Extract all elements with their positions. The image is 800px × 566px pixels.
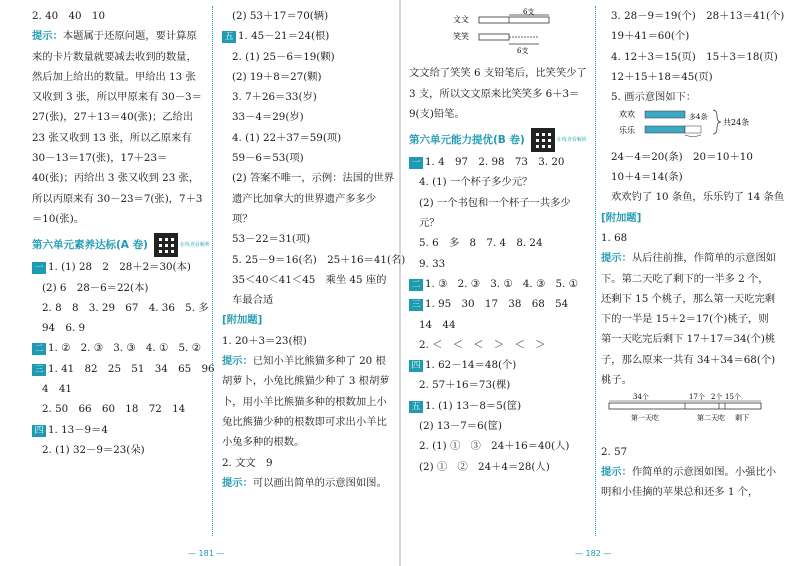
unit-heading xyxy=(32,233,210,257)
hint-paragraph xyxy=(601,248,777,390)
peach-diagram xyxy=(601,390,777,434)
section-number-badge: 二 xyxy=(409,279,423,291)
unit-heading xyxy=(409,128,589,152)
diagram-label-2: 2个 xyxy=(711,393,723,402)
answer-line: 2. (1) 32－9＝23(朵) xyxy=(42,443,145,456)
pencil-diagram xyxy=(409,6,589,56)
unit-title: 第六单元素养达标(A 卷) xyxy=(32,239,148,252)
diagram-caption-day1: 第一天吃 xyxy=(631,414,659,423)
answer-line: 2. 40 40 10 xyxy=(32,10,105,22)
unit-title: 第六单元能力提优(B 卷) xyxy=(409,134,525,147)
answer-line: (2) 答案不唯一，示例：法国的世界遗产比加拿大的世界遗产多多少项？ xyxy=(232,172,395,225)
answer-line xyxy=(222,26,394,46)
answer-line xyxy=(409,355,589,375)
answer-text: 1. 95 30 17 38 68 54 xyxy=(425,298,569,311)
lele-extra-bar xyxy=(685,126,701,133)
answer-text: 1. 41 82 25 51 34 65 96 xyxy=(48,362,215,375)
answer-line: 5. 25－9＝16(名) 25＋16＝41(名) xyxy=(232,253,406,266)
answer-line: 35＜40＜41＜45 乘坐 45 座的车最合适 xyxy=(232,273,387,307)
answer-line: 53－22＝31(项) xyxy=(232,233,311,246)
lele-bar xyxy=(645,126,685,133)
hint-paragraph xyxy=(222,473,394,493)
answer-line: 10＋4＝14(条) xyxy=(611,171,683,184)
answer-line: (2) 19＋8＝27(颗) xyxy=(232,70,322,83)
section-number-badge: 五 xyxy=(409,401,423,413)
answer-line: 14 44 xyxy=(419,318,456,331)
answer-line: 4. (1) 一个杯子多少元？ xyxy=(419,176,533,189)
answer-text: 1. 62－14＝48(个) xyxy=(425,359,517,372)
section-number-badge: 一 xyxy=(32,262,46,274)
left-column-1 xyxy=(32,6,215,460)
answer-text: 1. 45－21＝24(根) xyxy=(238,30,330,43)
huanhuan-bar xyxy=(645,111,685,118)
answer-line xyxy=(409,396,589,416)
answer-line: 4. 12＋3＝15(页) 15＋3＝18(页) xyxy=(611,50,778,63)
hint-paragraph xyxy=(222,351,394,452)
qr-caption: 在线查看解析 xyxy=(179,242,210,249)
answer-line: 3. 28－9＝19(个) 28＋13＝41(个) xyxy=(611,10,785,22)
answer-line: (2) 13－7＝6(筐) xyxy=(419,420,502,433)
section-number-badge: 三 xyxy=(409,299,423,311)
answer-line: 1. 68 xyxy=(601,231,628,244)
answer-line xyxy=(409,152,589,172)
qr-code-icon xyxy=(531,128,555,152)
answer-line: 2. 50 66 60 18 72 14 xyxy=(42,403,186,416)
answer-line: 2. 57 xyxy=(601,445,628,458)
hint-label: 提示： xyxy=(222,355,253,368)
answer-line: 19＋41＝60(个) xyxy=(611,30,690,43)
answer-line: 2. 文文 9 xyxy=(222,456,273,469)
section-number-badge: 五 xyxy=(222,31,236,43)
diagram-caption-day2: 第二天吃 xyxy=(697,414,725,423)
page-number: — 182 — xyxy=(575,549,612,558)
answer-line: 1. 20＋3＝23(根) xyxy=(222,334,307,347)
diagram-label-total-24: 共24条 xyxy=(723,118,750,128)
answer-text: 1. 4 97 2. 98 73 3. 20 xyxy=(425,156,565,169)
fish-diagram xyxy=(601,107,777,139)
hint-paragraph xyxy=(601,462,777,503)
diagram-label-more-4: 多4条 xyxy=(689,113,708,122)
hint-label: 提示： xyxy=(601,252,632,265)
section-number-badge: 四 xyxy=(32,425,46,437)
answer-line xyxy=(32,257,204,277)
diagram-label-wenwen: 文文 xyxy=(453,15,469,24)
answer-line: 2. (1) 25－6＝19(颗) xyxy=(232,50,335,63)
answer-line xyxy=(32,359,215,379)
qr-code-icon xyxy=(154,233,178,257)
diagram-label-bottom-6: 6支 xyxy=(517,47,529,55)
answer-line: 2. (1) ① ③ 24＋16＝40(人) xyxy=(419,440,570,453)
answer-text: 1. ② 2. ③ 3. ③ 4. ① 5. ② xyxy=(48,342,201,355)
answer-line: 5. 画示意图如下： xyxy=(611,91,697,104)
answer-line: 59－6＝53(项) xyxy=(232,152,304,165)
hint-label: 提示： xyxy=(601,465,632,478)
hint-text: 作简单的示意图如图。小强比小明和小佳摘的苹果总和还多 1 个， xyxy=(601,465,777,499)
answer-text: 1. 13－9＝4 xyxy=(48,423,108,436)
right-column-2 xyxy=(601,6,785,503)
answer-line xyxy=(32,338,204,358)
diagram-caption-left: 剩下 xyxy=(735,414,749,423)
hint-text: 从后往前推，作简单的示意图如下。第二天吃了剩下的一半多 2 个，还剩下 15 个桃子，那么第一天吃完剩下的一半是 15＋2＝17(个)桃子，则第一天吃完后剩下 17＋17＝34(个)桃子，那么原来一共有 34＋34＝68(个)桃子。 xyxy=(601,252,777,387)
explanation-paragraph: 文文给了笑笑 6 支铅笔后，比笑笑少了 3 支，所以文文原来比笑笑多 6＋3＝9(支)铅笔。 xyxy=(409,67,587,120)
diagram-label-huanhuan: 欢欢 xyxy=(619,110,635,120)
answer-line xyxy=(32,420,204,440)
qr-caption: 在线查看解析 xyxy=(556,137,587,144)
section-number-badge: 二 xyxy=(32,343,46,355)
answer-line: 33－4＝29(岁) xyxy=(232,111,304,124)
column-divider xyxy=(212,6,213,536)
diagram-label-lele: 乐乐 xyxy=(619,126,635,136)
answer-line: 2. 57＋16＝73(棵) xyxy=(419,379,511,392)
answer-line: (2) ① ② 24＋4＝28(人) xyxy=(419,460,550,473)
hint-paragraph xyxy=(32,26,204,229)
section-number-badge: 一 xyxy=(409,157,423,169)
right-column-1 xyxy=(409,6,589,477)
hint-text: 已知小羊比熊猫多种了 20 根胡萝卜，小兔比熊猫少种了 3 根胡萝卜，用小羊比熊猫多种的根数加上小兔比熊猫少种的根数即可求出小羊比小兔多种的根数。 xyxy=(222,355,390,449)
answer-line: (2) 一个书包和一个杯子一共多少元？ xyxy=(419,196,571,230)
answer-line: 3. 7＋26＝33(岁) xyxy=(232,91,317,104)
answer-line: 2. 8 8 3. 29 67 4. 36 5. 多 xyxy=(42,301,209,314)
answer-line: 9. 33 xyxy=(419,257,446,270)
section-number-badge: 四 xyxy=(409,360,423,372)
answer-text: 1. (1) 13－8＝5(筐) xyxy=(425,399,522,412)
extra-questions-title: [附加题] xyxy=(601,211,642,224)
diagram-label-15: 15个 xyxy=(725,393,741,402)
wenwen-bar xyxy=(479,17,549,23)
answer-text: 1. (1) 28 2 28＋2＝30(本) xyxy=(48,261,191,274)
answer-line: 4. (1) 22＋37＝59(项) xyxy=(232,131,342,144)
answer-line: (2) 53＋17＝70(辆) xyxy=(232,10,329,22)
answer-line: (2) 6 28－6＝22(本) xyxy=(42,281,149,294)
section-number-badge: 三 xyxy=(32,364,46,376)
answer-line: 12＋15＋18＝45(页) xyxy=(611,70,713,83)
hint-text: 本题属于还原问题，要计算原来的卡片数量就要减去收到的数量，然后加上给出的数量。甲给出 13 张又收到 3 张，所以甲原来有 30－3＝27(张)，27＋13＝40(张)；乙给出 23 张又收到 13 张，所以乙原来有 30－13＝17(张)，17＋23＝40(张)；丙给出 3 张又收到 23 张，所以丙原来有 30－23＝7(张)，7＋3＝10(张)。 xyxy=(32,30,203,225)
left-column-2 xyxy=(222,6,406,493)
right-page xyxy=(401,0,800,566)
answer-text: 1. ③ 2. ③ 3. ① 4. ③ 5. ① xyxy=(425,277,578,290)
page-number: — 181 — xyxy=(188,549,225,558)
diagram-label-17: 17个 xyxy=(689,393,705,402)
diagram-label-top-6: 6支 xyxy=(523,8,535,16)
xiaoxiao-bar xyxy=(479,34,509,40)
hint-label: 提示： xyxy=(222,476,253,489)
answer-line: 5. 6 多 8 7. 4 8. 24 xyxy=(419,237,543,250)
column-divider xyxy=(595,6,596,536)
answer-line: 24－4＝20(条) 20＝10＋10 xyxy=(611,150,753,163)
answer-line: 欢欢钓了 10 条鱼，乐乐钓了 14 条鱼 xyxy=(611,191,785,204)
hint-text: 可以画出简单的示意图如图。 xyxy=(252,476,387,489)
hint-label: 提示： xyxy=(32,30,63,43)
extra-questions-title: [附加题] xyxy=(222,314,263,327)
diagram-label-34: 34个 xyxy=(633,393,649,402)
answer-line xyxy=(409,294,589,314)
answer-line xyxy=(409,274,589,294)
answer-line: 94 6. 9 xyxy=(42,322,86,335)
answer-line: 4 41 xyxy=(42,383,72,396)
answer-line: 2. ＜ ＜ ＜ ＞ ＜ ＞ xyxy=(419,338,546,351)
diagram-label-xiaoxiao: 笑笑 xyxy=(453,32,469,41)
